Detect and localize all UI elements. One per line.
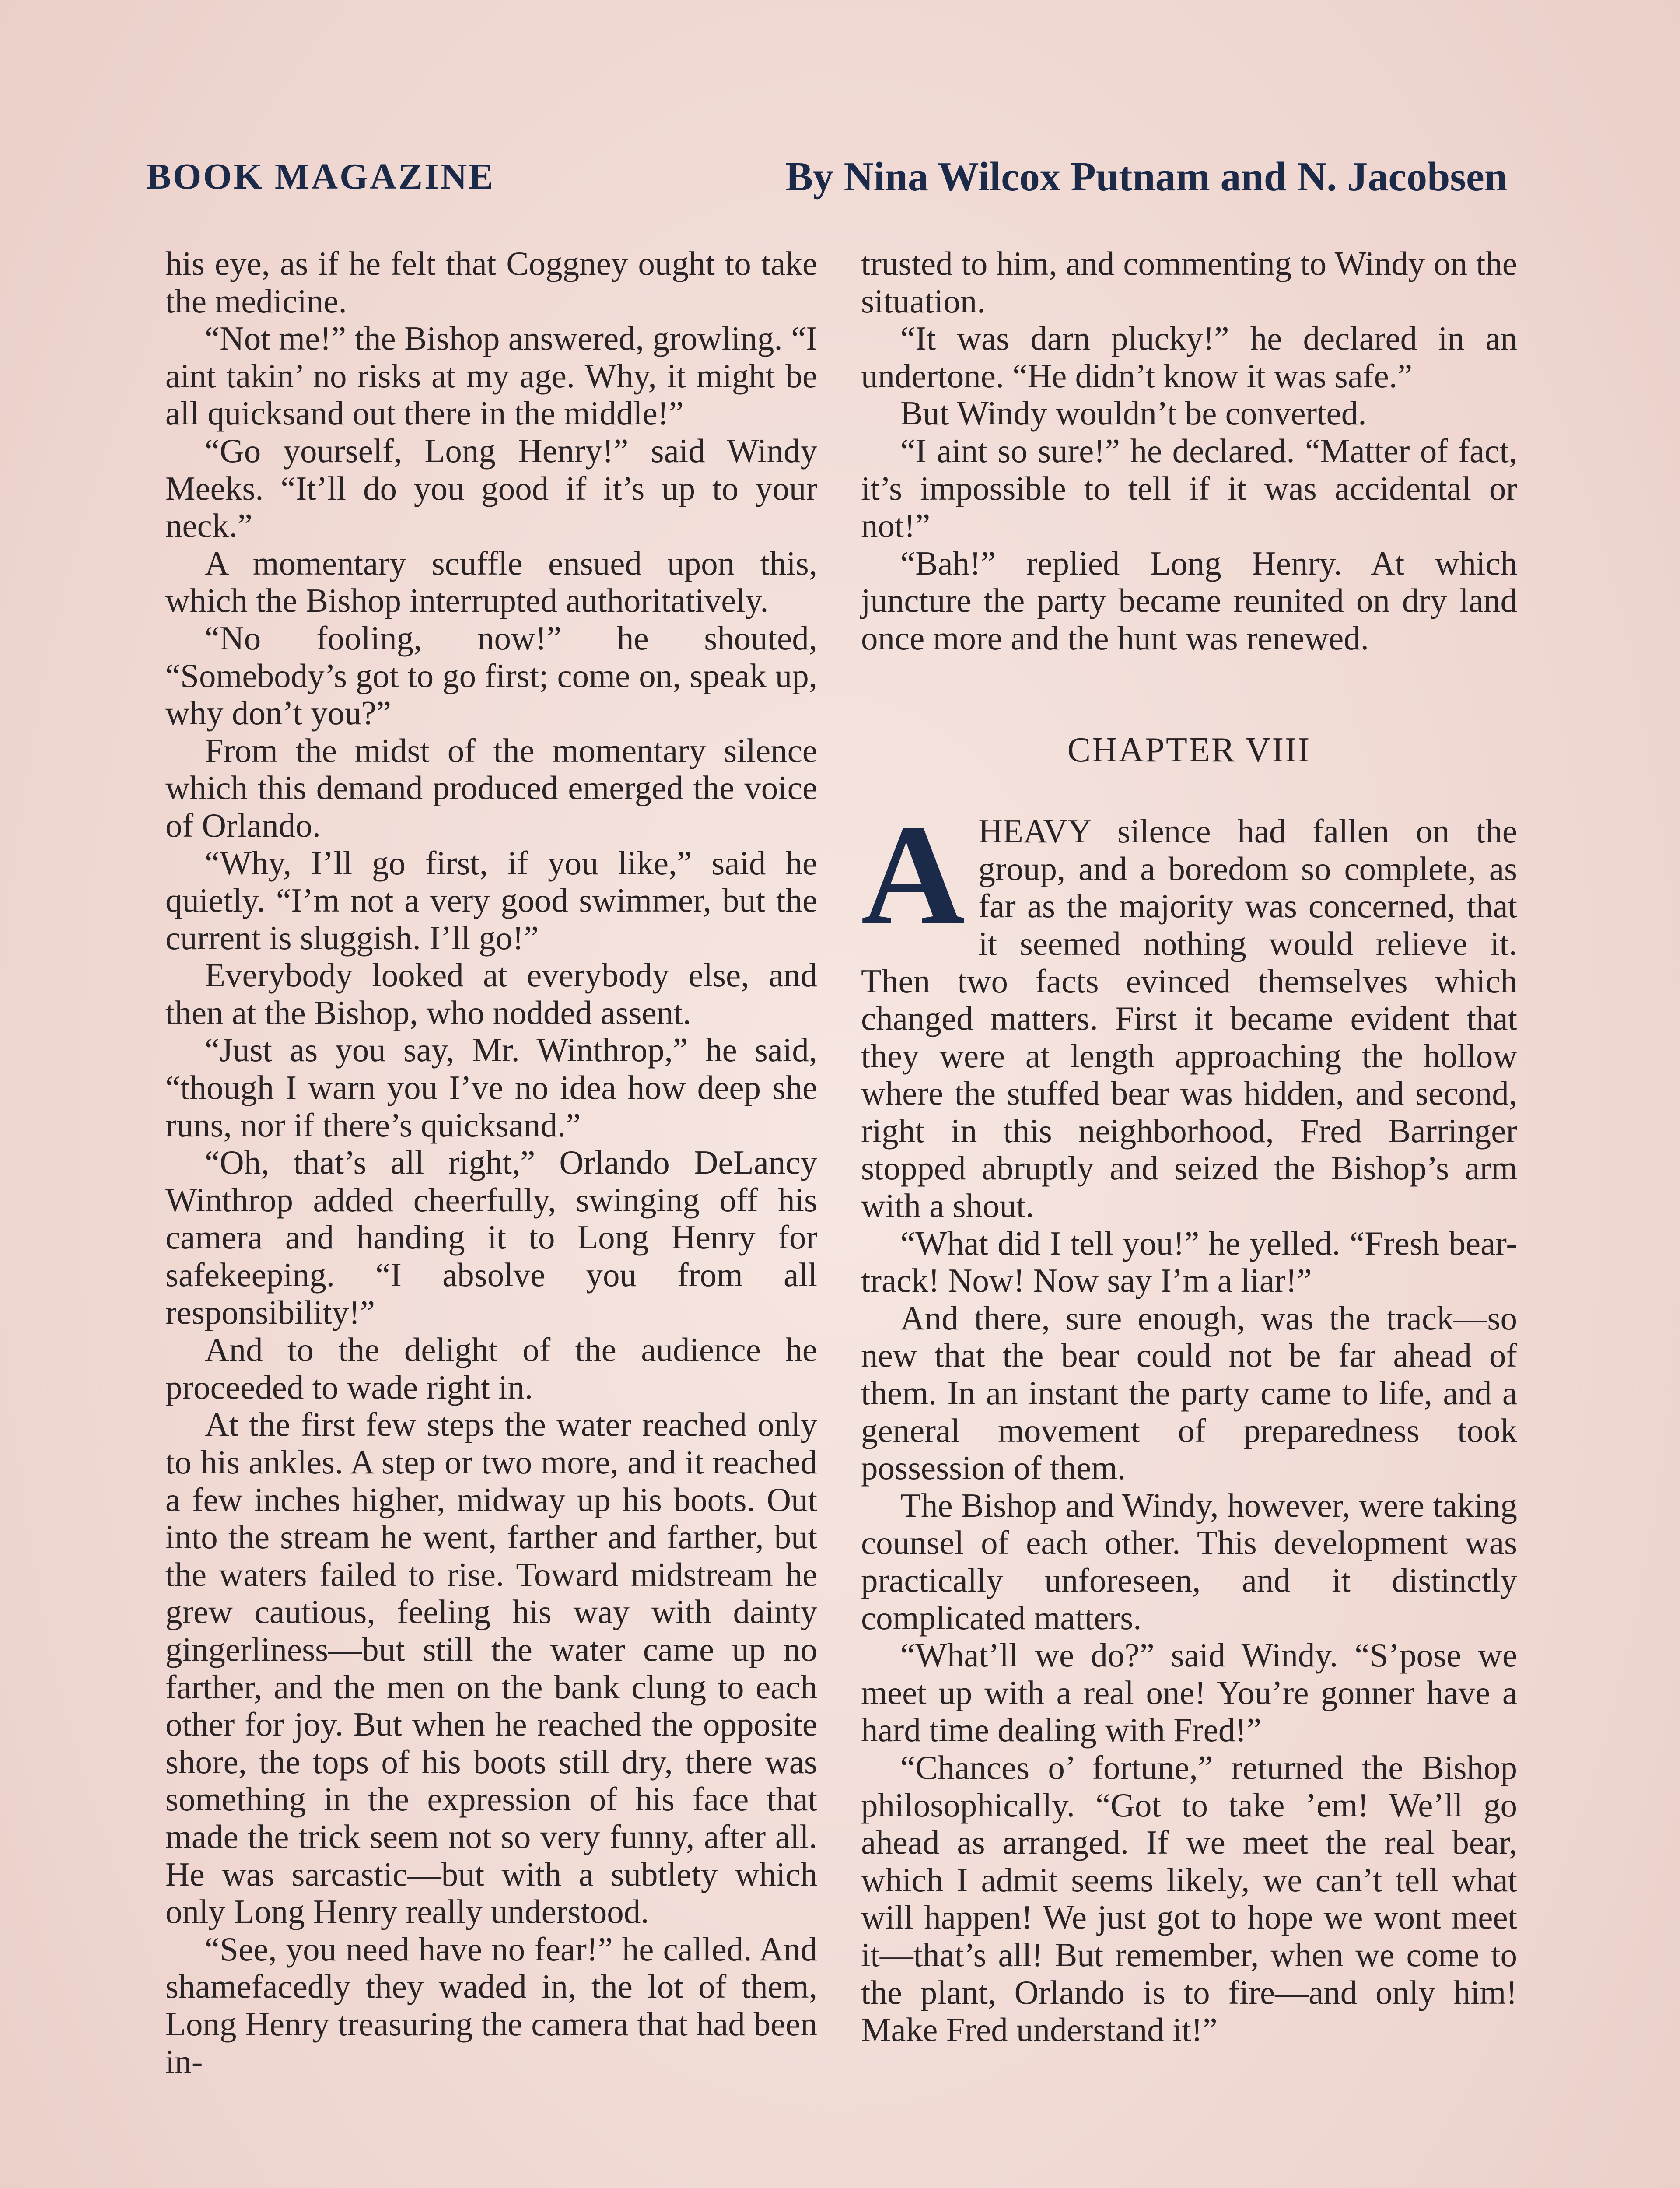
paragraph: And to the delight of the audience he proceeded to wade right in. bbox=[165, 1331, 817, 1406]
byline: By Nina Wilcox Putnam and N. Jacobsen bbox=[785, 154, 1507, 200]
paragraph: From the midst of the momentary silence which this demand produced emerged the voice of Orlando. bbox=[165, 731, 817, 844]
right-column bbox=[861, 245, 1517, 2049]
paragraph: “Oh, that’s all right,” Orlando DeLancy Winthrop added cheerfully, swinging off his camera and handing it to Long Henry for safekeeping. “I absolve you from all responsibility!” bbox=[165, 1143, 817, 1331]
paragraph: “Just as you say, Mr. Winthrop,” he said, “though I warn you I’ve no idea how deep she runs, nor if there’s quicksand.” bbox=[165, 1031, 817, 1144]
chapter-heading: CHAPTER VIII bbox=[1067, 730, 1311, 769]
paragraph: “Bah!” replied Long Henry. At which juncture the party became reunited on dry land once more and the hunt was renewed. bbox=[861, 544, 1517, 657]
paragraph: his eye, as if he felt that Coggney ought to take the medicine. bbox=[165, 245, 817, 320]
paragraph: “I aint so sure!” he declared. “Matter of fact, it’s impossible to tell if it was accidental or not!” bbox=[861, 431, 1517, 545]
paragraph: “Go yourself, Long Henry!” said Windy Meeks. “It’ll do you good if it’s up to your neck.” bbox=[165, 431, 817, 545]
paragraph: “What’ll we do?” said Windy. “S’pose we meet up with a real one! You’re gonner have a hard time dealing with Fred!” bbox=[861, 1636, 1517, 1749]
magazine-title: BOOK MAGAZINE bbox=[147, 156, 495, 197]
paragraph: But Windy wouldn’t be converted. bbox=[900, 394, 1367, 432]
paragraph: “See, you need have no fear!” he called. And shamefacedly they waded in, the lot of them, Long Henry treasuring the camera that had been in- bbox=[165, 1930, 817, 2080]
chapter-opening-text: HEAVY silence had fallen on the group, and a boredom so complete, as far as the majority was concerned, that it seemed nothing would relieve it. Then two facts evinced themselves which changed matters. First it became evident that they were at length approaching the hollow where the stuffed bear was hidden, and second, right in this neighborhood, Fred Barringer stopped abruptly and seized the Bishop’s arm with a shout. bbox=[861, 812, 1517, 1225]
paragraph: “Why, I’ll go first, if you like,” said he quietly. “I’m not a very good swimmer, but the current is sluggish. I’ll go!” bbox=[165, 844, 817, 957]
paragraph: trusted to him, and commenting to Windy on the situation. bbox=[861, 245, 1517, 320]
paragraph: And there, sure enough, was the track—so new that the bear could not be far ahead of them. In an instant the party came to life, and a general movement of preparedness took possession of them. bbox=[861, 1299, 1517, 1487]
paragraph: The Bishop and Windy, however, were taking counsel of each other. This development was practically unforeseen, and it distinctly complicated matters. bbox=[861, 1486, 1517, 1637]
paragraph: A momentary scuffle ensued upon this, which the Bishop interrupted authoritatively. bbox=[165, 544, 817, 620]
drop-cap: A bbox=[861, 795, 966, 955]
paragraph: “What did I tell you!” he yelled. “Fresh bear-track! Now! Now say I’m a liar!” bbox=[861, 1224, 1517, 1300]
paragraph: Everybody looked at everybody else, and then at the Bishop, who nodded assent. bbox=[165, 956, 817, 1031]
paragraph: “Chances o’ fortune,” returned the Bishop philosophically. “Got to take ’em! We’ll go ahead as arranged. If we meet the real bear, which I admit seems likely, we can’t tell what will happen! We just got to hope we wont meet it—that’s all! But remember, when we come to the plant, Orlando is to fire—and only him! Make Fred understand it!” bbox=[861, 1748, 1517, 2049]
left-column bbox=[165, 245, 817, 2080]
paragraph: “No fooling, now!” he shouted, “Somebody’s got to go first; come on, speak up, why don’t you?” bbox=[165, 619, 817, 732]
paragraph: “It was darn plucky!” he declared in an undertone. “He didn’t know it was safe.” bbox=[861, 319, 1517, 395]
paragraph: At the first few steps the water reached only to his ankles. A step or two more, and it reached a few inches higher, midway up his boots. Out into the stream he went, farther and farther, but the waters failed to rise. Toward midstream he grew cautious, feeling his way with dainty gingerliness—but still the water came up no farther, and the men on the bank clung to each other for joy. But when he reached the opposite shore, the tops of his boots still dry, there was something in the expression of his face that made the trick seem not so very funny, after all. He was sarcastic—but with a subtlety which only Long Henry really understood. bbox=[165, 1406, 817, 1931]
chapter-opening-paragraph bbox=[861, 795, 1517, 1225]
paragraph: “Not me!” the Bishop answered, growling. “I aint takin’ no risks at my age. Why, it might be all quicksand out there in the middle!” bbox=[165, 319, 817, 432]
